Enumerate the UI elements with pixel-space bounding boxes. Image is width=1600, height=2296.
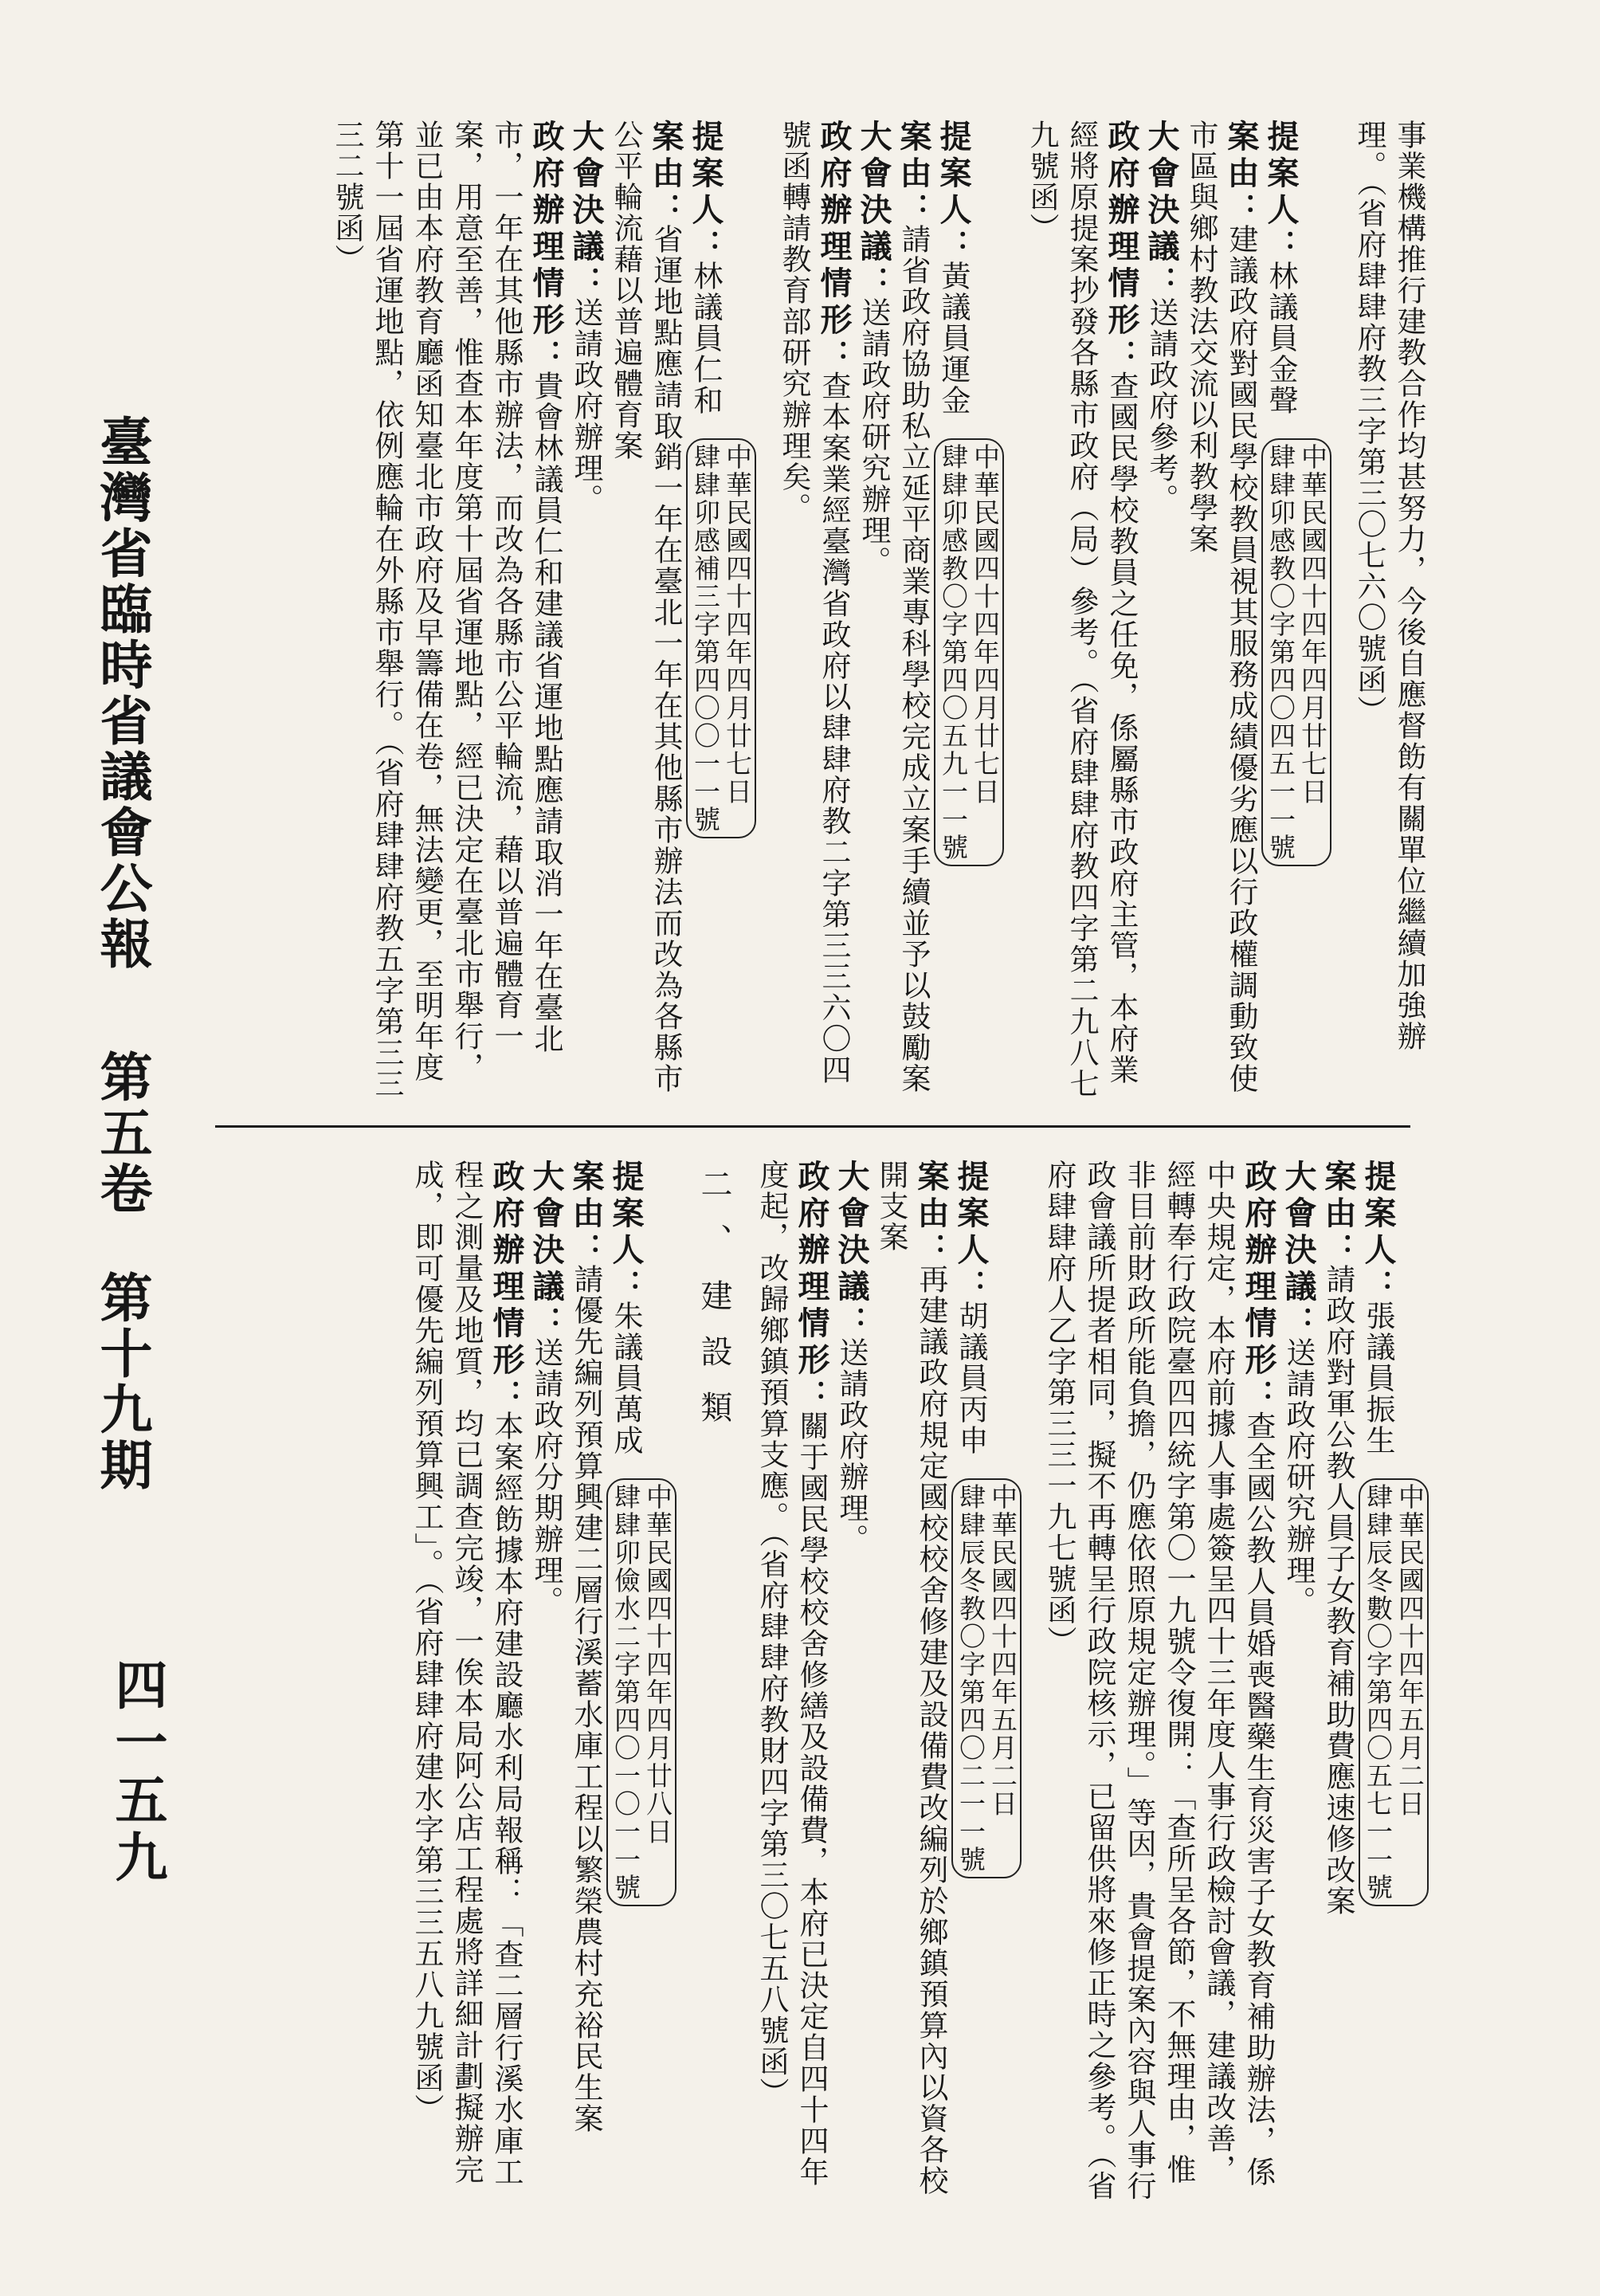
subject-field: 案由：再建議政府規定國校校舍修建及設備費改編列於鄉鎮預算內以資各校開支案 <box>874 1160 950 2196</box>
proposer-label: 提案人 <box>1359 1160 1397 1270</box>
subject-label: 案由 <box>1320 1160 1357 1233</box>
resolution-field: 大會決議：送請政府分期辦理。 <box>527 1160 565 1617</box>
resolution-field: 大會決議：送請政府辦理。 <box>567 120 605 515</box>
proposer-name: 林議員金聲 <box>1264 261 1298 416</box>
bottom-column-block <box>229 1160 1429 2204</box>
subject-text: 請優先編列預算興建二層行溪蓄水庫工程以繁榮農村充裕民生案 <box>569 1264 603 2134</box>
proposer-label: 提案人 <box>607 1160 645 1270</box>
top-column-block <box>229 120 1429 1100</box>
continuation-text <box>1349 120 1429 1100</box>
reference-number: 中華民國四十四年四月廿七日 肆肆卯感教〇字第四〇五九一一號 <box>934 438 1004 866</box>
resolution-label: 大會決議 <box>1143 120 1180 266</box>
subject-text: 再建議政府規定國校校舍修建及設備費改編列於鄉鎮預算內以資各校開支案 <box>874 1160 948 2196</box>
proposal-entry <box>327 120 756 1100</box>
section-heading-construction: 二、建設類 <box>696 1168 732 1446</box>
proposer-field: 提案人：張議員振生 中華民國四十四年五月二日 肆肆辰冬數〇字第四〇五七一一號 <box>1358 1160 1429 2204</box>
resolution-label: 大會決議 <box>527 1160 565 1306</box>
govt-action-field: 政府辦理情形：本案經飭據本府建設廳水利局報稱：「查二層行溪水庫工程之測量及地質，均已調查完竣，一俟本局阿公店工程處將詳細計劃擬辦完成，即可優先編列預算興工」。（省府肆肆府建水字第三三五八九號函） <box>410 1160 525 2188</box>
govt-action-text: 貴會林議員仁和建議省運地點應請取消一年在臺北市，一年在其他縣市辦法，而改為各縣市公平輪流，藉以普遍體育一案，用意至善，惟查本年度第十屆省運地點，經已決定在臺北市舉行，並已由本府教育廳函知臺北市政府及早籌備在卷，無法變更，至明年度第十一屆省運地點，依例應輪在外縣市舉行。（省府肆肆府教五字第三三三二號函） <box>330 120 563 1100</box>
govt-action-field: 政府辦理情形：查全國公教人員婚喪醫藥生育災害子女教育補助辦法，係中央規定，本府前據人事處簽呈四十三年度人事行政檢討會議，建議改善，經轉奉行政院臺四四統字第〇一九號令復開：「查所呈各節，不無理由，惟非目前財政所能負擔，仍應依照原規定辦理。」等因，貴會提案內容與人事行政會議所提者相同，擬不再轉呈行政院核示，已留供將來修正時之參考。（省府肆肆府人乙字第三三一九七號函） <box>1042 1160 1277 2202</box>
govt-action-field: 政府辦理情形：貴會林議員仁和建議省運地點應請取消一年在臺北市，一年在其他縣市辦法，而改為各縣市公平輪流，藉以普遍體育一案，用意至善，惟查本年度第十屆省運地點，經已決定在臺北市舉行，並已由本府教育廳函知臺北市政府及早籌備在卷，無法變更，至明年度第十一屆省運地點，依例應輪在外縣市舉行。（省府肆肆府教五字第三三三二號函） <box>330 120 565 1100</box>
subject-text: 省運地點應請取銷一年在臺北一年在其他縣市辦法而改為各縣市公平輪流藉以普遍體育案 <box>609 120 683 1094</box>
subject-field: 案由：請省政府協助私立延平商業專科學校完成立案手續並予以鼓勵案 <box>895 120 932 1094</box>
govt-action-text: 關于國民學校校舍修繕及設備費，本府已決定自四十四年度起，改歸鄉鎮預算支應。（省府肆肆府教財四字第三〇七五八號函） <box>755 1160 829 2188</box>
proposer-field: 提案人：朱議員萬成 中華民國四十四年四月廿八日 肆肆卯儉水二字第四〇一〇一一號 <box>606 1160 676 2204</box>
resolution-text: 送請政府辦理。 <box>569 297 603 515</box>
subject-field: 案由：建議政府對國民學校教員視其服務成績優劣應以行政權調動致使市區與鄉村教法交流以利教學案 <box>1184 120 1260 1094</box>
govt-action-field: 政府辦理情形：關于國民學校校舍修繕及設備費，本府已決定自四十四年度起，改歸鄉鎮預算支應。（省府肆肆府教財四字第三〇七五八號函） <box>755 1160 830 2188</box>
resolution-text: 送請政府辦理。 <box>834 1337 869 1555</box>
subject-text: 建議政府對國民學校教員視其服務成績優劣應以行政權調動致使市區與鄉村教法交流以利教學案 <box>1184 120 1258 1094</box>
reference-number: 中華民國四十四年四月廿八日 肆肆卯儉水二字第四〇一〇一一號 <box>606 1478 676 1906</box>
proposer-name: 黃議員運金 <box>936 261 971 416</box>
proposer-name: 胡議員丙申 <box>954 1301 988 1456</box>
subject-label: 案由 <box>567 1160 605 1233</box>
resolution-label: 大會決議 <box>833 1160 870 1306</box>
proposer-field: 提案人：林議員仁和 中華民國四十四年四月廿七日 肆肆卯感補三字第四〇〇一一號 <box>685 120 756 1100</box>
govt-action-label: 政府辦理情形 <box>793 1160 830 1380</box>
resolution-label: 大會決議 <box>1280 1160 1317 1306</box>
proposer-field: 提案人：胡議員丙申 中華民國四十四年五月二日 肆肆辰冬教〇字第四〇二一一號 <box>951 1160 1022 2204</box>
subject-label: 案由 <box>912 1160 950 1233</box>
resolution-text: 送請政府參考。 <box>1144 297 1178 515</box>
continuation-paragraph: 事業機構推行建教合作均甚努力，今後自應督飭有關單位繼續加強辦理。（省府肆肆府教三字第三〇七六〇號函） <box>1352 120 1426 1052</box>
resolution-field: 大會決議：送請政府研究辦理。 <box>1280 1160 1317 1617</box>
subject-field: 案由：請政府對軍公教人員子女教育補助費應速修改案 <box>1320 1160 1357 1917</box>
govt-action-label: 政府辦理情形 <box>527 120 565 339</box>
section-divider <box>215 1125 1410 1128</box>
proposal-entry <box>774 120 1004 1100</box>
proposer-field: 提案人：林議員金聲 中華民國四十四年四月廿七日 肆肆卯感教〇字第四〇四五一一號 <box>1261 120 1331 1100</box>
proposal-entry <box>751 1160 1022 2204</box>
govt-action-text: 查國民學校教員之任免，係屬縣市政府主管，本府業經將原提案抄發各縣市政府（局）參考。（省府肆肆府教四字第二九八七九號函） <box>1025 120 1139 1100</box>
reference-number: 中華民國四十四年四月廿七日 肆肆卯感教〇字第四〇四五一一號 <box>1261 438 1331 866</box>
subject-text: 請政府對軍公教人員子女教育補助費應速修改案 <box>1321 1264 1355 1917</box>
govt-action-field: 政府辦理情形：查國民學校教員之任免，係屬縣市政府主管，本府業經將原提案抄發各縣市政府（局）參考。（省府肆肆府教四字第二九八七九號函） <box>1025 120 1140 1100</box>
resolution-text: 送請政府分期辦理。 <box>529 1337 563 1617</box>
govt-action-field: 政府辦理情形：查本案業經臺灣省政府以肆肆府教二字第三三六〇四號函轉請教育部研究辦理矣。 <box>777 120 853 1085</box>
reference-number: 中華民國四十四年四月廿七日 肆肆卯感補三字第四〇〇一一號 <box>686 438 756 838</box>
govt-action-label: 政府辦理情形 <box>1103 120 1140 339</box>
resolution-field: 大會決議：送請政府辦理。 <box>833 1160 870 1555</box>
resolution-text: 送請政府研究辦理。 <box>857 297 891 577</box>
subject-field: 案由：省運地點應請取銷一年在臺北一年在其他縣市辦法而改為各縣市公平輪流藉以普遍體育案 <box>609 120 684 1094</box>
volume-label: 第五卷 <box>91 1049 153 1217</box>
resolution-label: 大會決議 <box>855 120 892 266</box>
page-number: 四一五九 <box>106 1658 168 1887</box>
subject-label: 案由 <box>895 120 932 193</box>
issue-label: 第十九期 <box>91 1270 153 1493</box>
proposer-label: 提案人 <box>687 120 724 230</box>
govt-action-label: 政府辦理情形 <box>1240 1160 1277 1380</box>
subject-label: 案由 <box>647 120 684 193</box>
govt-action-text: 查本案業經臺灣省政府以肆肆府教二字第三三六〇四號函轉請教育部研究辦理矣。 <box>777 120 851 1085</box>
govt-action-label: 政府辦理情形 <box>815 120 853 339</box>
govt-action-label: 政府辦理情形 <box>488 1160 525 1380</box>
govt-action-text: 本案經飭據本府建設廳水利局報稱：「查二層行溪水庫工程之測量及地質，均已調查完竣，一俟本局阿公店工程處將詳細計劃擬辦完成，即可優先編列預算興工」。（省府肆肆府建水字第三三五八九號函） <box>410 1160 524 2188</box>
proposer-label: 提案人 <box>952 1160 990 1270</box>
running-header <box>91 414 153 1493</box>
proposer-field: 提案人：黃議員運金 中華民國四十四年四月廿七日 肆肆卯感教〇字第四〇五九一一號 <box>933 120 1004 1100</box>
proposer-name: 朱議員萬成 <box>609 1301 643 1456</box>
proposal-entry <box>1039 1160 1429 2204</box>
reference-number: 中華民國四十四年五月二日 肆肆辰冬數〇字第四〇五七一一號 <box>1359 1478 1429 1906</box>
proposer-name: 張議員振生 <box>1361 1301 1395 1456</box>
proposer-label: 提案人 <box>1262 120 1300 230</box>
proposal-entry <box>406 1160 676 2204</box>
subject-label: 案由 <box>1222 120 1260 193</box>
govt-action-text: 查全國公教人員婚喪醫藥生育災害子女教育補助辦法，係中央規定，本府前據人事處簽呈四十三年度人事行政檢討會議，建議改善，經轉奉行政院臺四四統字第〇一九號令復開：「查所呈各節，不無理由，惟非目前財政所能負擔，仍應依照原規定辦理。」等因，貴會提案內容與人事行政會議所提者相同，擬不再轉呈行政院核示，已留供將來修正時之參考。（省府肆肆府人乙字第三三一九七號函） <box>1042 1160 1276 2202</box>
proposer-name: 林議員仁和 <box>688 261 723 416</box>
resolution-label: 大會決議 <box>567 120 605 266</box>
proposal-entry <box>1022 120 1331 1100</box>
resolution-text: 送請政府研究辦理。 <box>1281 1337 1316 1617</box>
resolution-field: 大會決議：送請政府研究辦理。 <box>855 120 892 577</box>
proposer-label: 提案人 <box>935 120 972 230</box>
reference-number: 中華民國四十四年五月二日 肆肆辰冬教〇字第四〇二一一號 <box>951 1478 1022 1878</box>
subject-text: 請省政府協助私立延平商業專科學校完成立案手續並予以鼓勵案 <box>896 224 931 1094</box>
gazette-title: 臺灣省臨時省議會公報 <box>91 414 153 972</box>
resolution-field: 大會決議：送請政府參考。 <box>1143 120 1180 515</box>
subject-field: 案由：請優先編列預算興建二層行溪蓄水庫工程以繁榮農村充裕民生案 <box>567 1160 605 2134</box>
